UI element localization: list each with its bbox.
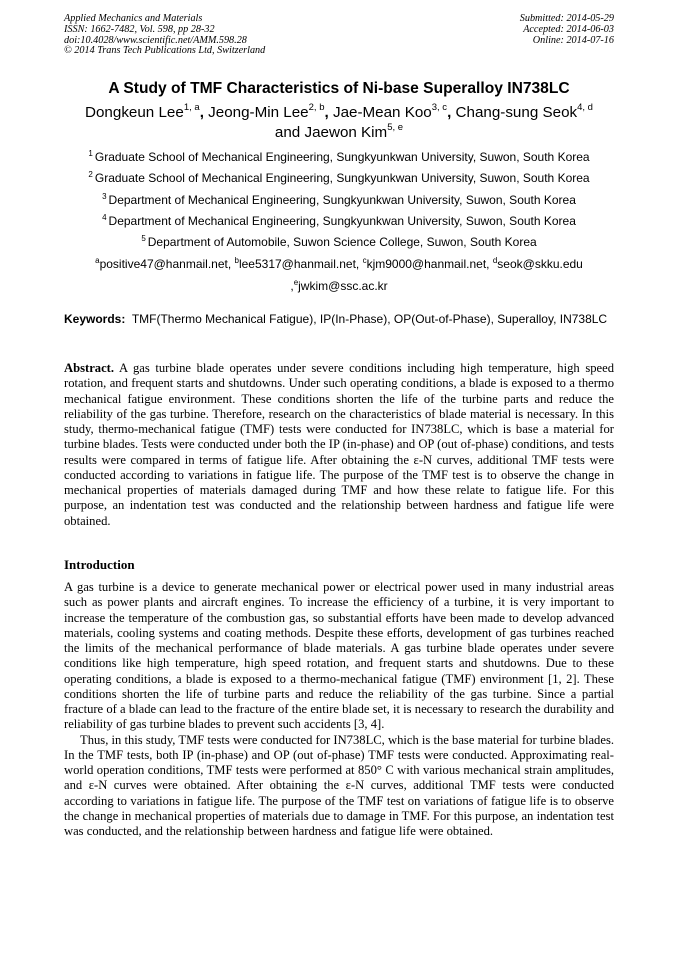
author-separator: , [324, 104, 329, 121]
journal-name: Applied Mechanics and Materials [64, 13, 203, 24]
affiliation-text: Graduate School of Mechanical Engineering, Sungkyunkwan University, Suwon, South Korea [94, 171, 590, 185]
affiliation-number: 5 [141, 234, 146, 243]
submitted-date: Submitted: 2014-05-29 [519, 13, 614, 24]
affiliation-5 [0, 235, 678, 249]
affiliation-number: 4 [102, 213, 107, 222]
affiliation-text: Department of Automobile, Suwon Science College, Suwon, South Korea [147, 235, 537, 249]
email-superscript: c [362, 256, 367, 265]
email-address[interactable]: lee5317@hanmail.net, [238, 257, 360, 271]
email-address[interactable]: jwkim@ssc.ac.kr [298, 279, 388, 293]
email-superscript: b [234, 256, 239, 265]
online-date: Online: 2014-07-16 [532, 34, 614, 46]
abstract-label: Abstract. [64, 361, 115, 375]
keywords-label: Keywords: [64, 312, 126, 326]
author-separator: , [199, 104, 204, 121]
affiliation-1 [0, 150, 678, 164]
affiliation-text: Graduate School of Mechanical Engineering, Sungkyunkwan University, Suwon, South Korea [94, 150, 590, 164]
affiliation-3 [0, 193, 678, 207]
keywords-text: TMF(Thermo Mechanical Fatigue), IP(In-Phase), OP(Out-of-Phase), Superalloy, IN738LC [131, 312, 608, 326]
email-superscript: d [492, 256, 498, 265]
author-name: Dongkeun Lee [85, 104, 184, 121]
keywords [64, 312, 614, 327]
paper-title: A Study of TMF Characteristics of Ni-base Superalloy IN738LC [108, 80, 570, 97]
affiliation-number: 3 [102, 192, 107, 201]
email-line-2 [0, 279, 678, 293]
email-superscript: e [293, 278, 299, 287]
author-name: Jaewon Kim [304, 124, 388, 141]
email-superscript: a [95, 256, 100, 265]
introduction-body [64, 580, 614, 839]
introduction-paragraph-1: A gas turbine is a device to generate mechanical power or electrical power used in many industrial areas such as power plants and aircraft engines. To increase the efficiency of a turbine, it is very important to increase the temperature of the combustion gas, so substantial efforts have been made to develop advanced materials, cooling systems and coating methods. Despite these efforts, development of gas turbines reached the limits of the mechanical performance of blade materials. A gas turbine blade operates under severe conditions like high temperature, high speed rotation, and frequent starts and shutdowns. Due to these operating conditions, a blade is exposed to a thermo-mechanical fatigue (TMF) environment [1, 2]. These conditions shorten the life of turbine parts and reduce the reliability of the gas turbine. Since a partial fracture of a blade can lead to the fracture of the entire blade set, it is necessary to research the durability and reliability of gas turbine blades to prevent such accidents [3, 4]. [64, 580, 614, 732]
author-list [50, 103, 628, 143]
author-separator: , [447, 104, 452, 121]
author-superscript: 3, c [431, 101, 448, 113]
author-name: Jae-Mean Koo [332, 104, 432, 121]
author-superscript: 1, a [183, 101, 200, 113]
journal-copyright: © 2014 Trans Tech Publications Ltd, Switzerland [64, 45, 266, 57]
email-line [0, 257, 678, 271]
journal-header-left [64, 14, 265, 57]
introduction-heading: Introduction [64, 557, 135, 572]
author-and: and [274, 124, 301, 141]
affiliation-text: Department of Mechanical Engineering, Sungkyunkwan University, Suwon, South Korea [108, 193, 576, 207]
author-superscript: 5, e [387, 121, 404, 133]
abstract [64, 361, 614, 529]
affiliation-text: Department of Mechanical Engineering, Sungkyunkwan University, Suwon, South Korea [108, 214, 576, 228]
introduction-paragraph-2: Thus, in this study, TMF tests were conducted for IN738LC, which is the base material for turbine blades. In the TMF tests, both IP (in-phase) and OP (out of-phase) TMF tests were conducted. Approximating real-world operation conditions, TMF tests were performed at 850° C with various mechanical strain amplitudes, and ε-N curves were obtained. After obtaining the ε-N curves, additional TMF tests were conducted according to variations in fatigue life. The purpose of the TMF test on variations of fatigue life is to observe the change in mechanical properties of materials due to damage in TMF. For this purpose, an indentation test was conducted, and the relationship between hardness and fatigue life were obtained. [64, 732, 614, 838]
author-superscript: 4, d [577, 101, 593, 113]
affiliation-4 [0, 214, 678, 228]
email-address[interactable]: positive47@hanmail.net, [99, 257, 232, 271]
abstract-text: A gas turbine blade operates under severe conditions including high temperature, high speed rotation, and frequent starts and shutdowns. Under such operating conditions, a blade is exposed to a thermo mechanical fatigue environment. These conditions shorten the life of the turbine parts and reduce the reliability of the gas turbine. Therefore, research on the characteristics of blade material is necessary. In this study, thermo-mechanical fatigue (TMF) tests were conducted for IN738LC, which is base a material for turbine blades. Tests were conducted under both the IP (in-phase) and OP (out of-phase) conditions, and tests results were compared in terms of fatigue life. After obtaining the ε-N curves, additional TMF tests were conducted according to variations in fatigue life. The purpose of the TMF test is to observe the change in mechanical properties of materials damaged during TMF and how these relate to fatigue life. For this purpose, an indentation test was conducted and the relationship between hardness and fatigue life were obtained. [64, 361, 614, 528]
journal-issn: ISSN: 1662-7482, Vol. 598, pp 28-32 [64, 23, 215, 35]
accepted-date: Accepted: 2014-06-03 [523, 23, 614, 35]
affiliation-2 [0, 171, 678, 185]
author-superscript: 2, b [308, 101, 325, 113]
email-address[interactable]: kjm9000@hanmail.net, [366, 257, 490, 271]
journal-header-right [520, 14, 614, 46]
email-address[interactable]: seok@skku.edu [497, 257, 583, 271]
journal-doi: doi:10.4028/www.scientific.net/AMM.598.28 [64, 34, 247, 46]
affiliation-number: 1 [88, 149, 93, 158]
author-name: Chang-sung Seok [455, 104, 578, 121]
affiliation-number: 2 [88, 170, 93, 179]
email-separator: , [290, 279, 294, 293]
author-name: Jeong-Min Lee [208, 104, 309, 121]
